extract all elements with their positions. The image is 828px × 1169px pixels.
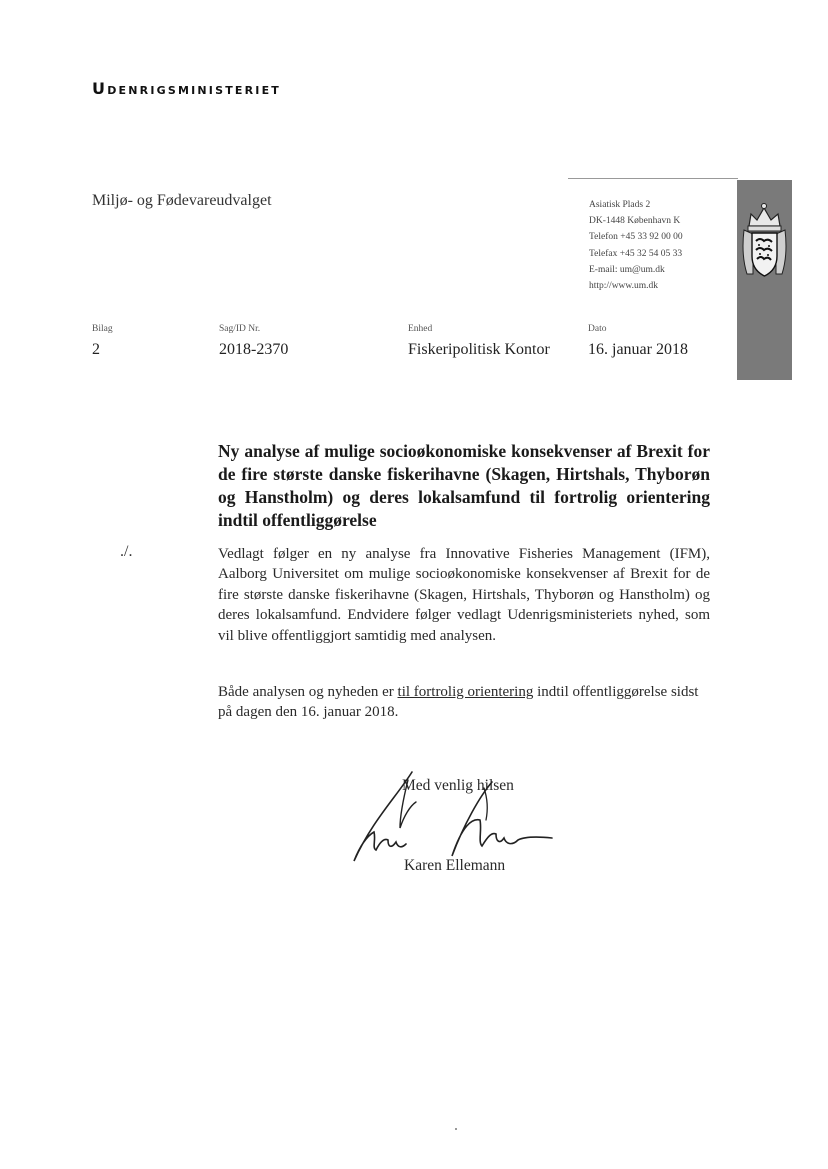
enclosure-mark: ./. xyxy=(120,543,133,560)
bilag-value: 2 xyxy=(92,341,100,358)
paragraph-2-end: indtil offentliggørelse sidst på dagen den 16. januar 2018. xyxy=(218,684,699,721)
address-website: http://www.um.dk xyxy=(589,281,659,292)
address-city: DK-1448 København K xyxy=(589,216,681,227)
sender-name: Karen Ellemann xyxy=(404,857,506,874)
date-label: Dato xyxy=(588,324,607,334)
case-id-value: 2018-2370 xyxy=(219,341,289,358)
letter-title: Ny analyse af mulige socioøkonomiske konsekvenser af Brexit for de fire største danske fiskerihavne (Skagen, Hirtshals, Thyborøn og Hanstholm) og deres lokalsamfund til fortrolig orientering indtil offentliggørelse xyxy=(218,441,710,530)
sender-address-block xyxy=(589,197,683,294)
body-paragraph-1: Vedlagt følger en ny analyse fra Innovative Fisheries Management (IFM), Aalborg Universitet om mulige socioøkonomiske konsekvenser af Brexit for de fire største danske fiskerihavne (Skagen, Hirtshals, Thyborøn og Hanstholm) og deres lokalsamfund. Endvidere følger vedlagt Udenrigsministeriets nyhed, som vil blive offentliggjort samtidig med analysen. xyxy=(218,546,710,644)
address-street: Asiatisk Plads 2 xyxy=(589,200,651,210)
case-id-label: Sag/ID Nr. xyxy=(219,324,261,334)
closing-greeting: Med venlig hilsen xyxy=(402,777,514,794)
date-value: 16. januar 2018 xyxy=(588,341,688,358)
crest-bar xyxy=(737,180,792,380)
recipient: Miljø- og Fødevareudvalget xyxy=(92,192,272,209)
unit-value: Fiskeripolitisk Kontor xyxy=(408,341,550,358)
address-divider xyxy=(568,178,738,179)
royal-crest-icon xyxy=(741,200,788,280)
bilag-label: Bilag xyxy=(92,324,113,334)
ministry-header: Udenrigsministeriet xyxy=(92,79,282,98)
handwritten-signature xyxy=(342,766,572,866)
address-fax: Telefax +45 32 54 05 33 xyxy=(589,248,683,259)
paragraph-2-underlined: til fortrolig orientering xyxy=(397,684,534,700)
page-mark xyxy=(455,1128,457,1130)
body-paragraph-2 xyxy=(218,682,710,723)
paragraph-2-start: Både analysen og nyheden er xyxy=(218,684,398,700)
address-email: E-mail: um@um.dk xyxy=(589,264,665,275)
unit-label: Enhed xyxy=(408,324,433,334)
address-phone: Telefon +45 33 92 00 00 xyxy=(589,232,683,243)
